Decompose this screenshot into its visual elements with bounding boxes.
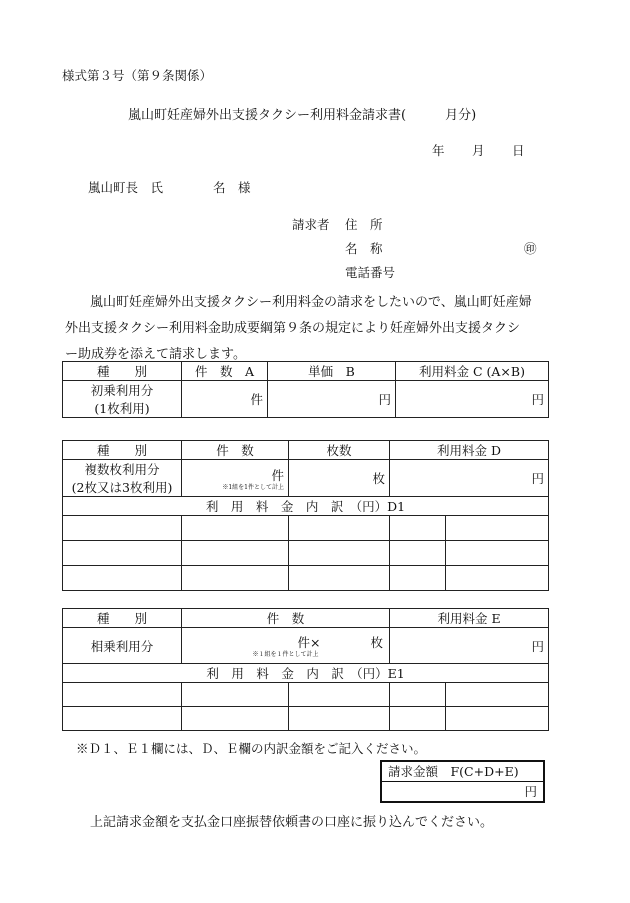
t2-count-cell[interactable]: 件 ※1組を1件として計上	[182, 460, 289, 497]
addressee: 嵐山町長 氏 名 様	[88, 180, 251, 195]
t3-header-type: 種 別	[63, 609, 182, 628]
claimant-label: 請求者	[292, 217, 330, 232]
t2-header-type: 種 別	[63, 441, 182, 460]
t3-count-cell[interactable]: 件× 枚 ※１組を１件として計上	[182, 628, 390, 664]
t3-breakdown-cell[interactable]	[446, 683, 549, 707]
t2-breakdown-cell[interactable]	[289, 541, 390, 566]
t2-header-fee: 利用料金 D	[390, 441, 549, 460]
table-initial-ride	[62, 361, 549, 418]
t1-header-type: 種 別	[63, 362, 182, 381]
t3-header-count: 件 数	[182, 609, 390, 628]
t2-breakdown-cell[interactable]	[182, 516, 289, 541]
t2-breakdown-cell[interactable]	[63, 541, 182, 566]
t3-breakdown-cell[interactable]	[182, 707, 289, 731]
t2-breakdown-cell[interactable]	[289, 566, 390, 591]
t1-header-price: 単価 B	[268, 362, 396, 381]
date-year: 年	[432, 143, 445, 158]
t1-count-cell[interactable]: 件	[182, 381, 268, 418]
t3-breakdown-cell[interactable]	[289, 707, 390, 731]
t2-breakdown-cell[interactable]	[390, 516, 446, 541]
t1-price-cell[interactable]: 円	[268, 381, 396, 418]
body-line-3: ー助成券を添えて請求します。	[65, 347, 246, 362]
form-number: 様式第３号（第９条関係）	[62, 68, 213, 83]
t1-fee-cell[interactable]: 円	[396, 381, 549, 418]
t2-fee-cell[interactable]: 円	[390, 460, 549, 497]
t2-breakdown-cell[interactable]	[63, 516, 182, 541]
t3-count-note: ※１組を１件として計上	[252, 651, 319, 658]
t2-breakdown-cell[interactable]	[446, 516, 549, 541]
t2-breakdown-cell[interactable]	[182, 566, 289, 591]
t3-breakdown-cell[interactable]	[390, 707, 446, 731]
t3-breakdown-cell[interactable]	[289, 683, 390, 707]
t2-breakdown-cell[interactable]	[446, 541, 549, 566]
t1-header-fee: 利用料金 C (A×B)	[396, 362, 549, 381]
t3-breakdown-cell[interactable]	[63, 707, 182, 731]
t3-breakdown-cell[interactable]	[390, 683, 446, 707]
t3-header-fee: 利用料金 E	[390, 609, 549, 628]
t2-breakdown-cell[interactable]	[182, 541, 289, 566]
total-label: 請求金額 F(C+D+E)	[382, 762, 543, 782]
t3-breakdown-cell[interactable]	[63, 683, 182, 707]
date-day: 日	[512, 143, 525, 158]
t2-breakdown-cell[interactable]	[390, 566, 446, 591]
closing-text: 上記請求金額を支払金口座振替依頼書の口座に振り込んでください。	[90, 815, 494, 830]
t2-breakdown-cell[interactable]	[390, 541, 446, 566]
t2-breakdown-header: 利 用 料 金 内 訳 （円）D1	[63, 497, 549, 516]
t2-breakdown-cell[interactable]	[446, 566, 549, 591]
t3-breakdown-cell[interactable]	[446, 707, 549, 731]
t3-row-label: 相乗利用分	[63, 628, 182, 664]
table-multiple-sheets	[62, 440, 549, 591]
t2-breakdown-cell[interactable]	[289, 516, 390, 541]
table-shared-ride	[62, 608, 549, 731]
seal-mark: ㊞	[524, 241, 537, 256]
t2-row-label: 複数枚利用分 (2枚又は3枚利用)	[63, 460, 182, 497]
page-title: 嵐山町妊産婦外出支援タクシー利用料金請求書( 月分)	[128, 108, 477, 123]
t2-sheets-cell[interactable]: 枚	[289, 460, 390, 497]
t3-fee-cell[interactable]: 円	[390, 628, 549, 664]
claimant-phone: 電話番号	[345, 265, 396, 280]
total-amount-box	[380, 760, 545, 803]
date-month: 月	[472, 143, 485, 158]
t2-count-note: ※1組を1件として計上	[222, 483, 284, 491]
claimant-address: 住 所	[345, 217, 383, 232]
t1-header-count: 件 数 A	[182, 362, 268, 381]
t2-breakdown-cell[interactable]	[63, 566, 182, 591]
total-amount-field[interactable]: 円	[524, 784, 537, 799]
t3-breakdown-header: 利 用 料 金 内 訳 （円）E1	[63, 664, 549, 683]
body-line-2: 外出支援タクシー利用料金助成要綱第９条の規定により妊産婦外出支援タクシ	[65, 321, 521, 336]
instruction-note: ※Ｄ１、Ｅ１欄には、Ｄ、Ｅ欄の内訳金額をご記入ください。	[76, 741, 427, 756]
body-line-1: 嵐山町妊産婦外出支援タクシー利用料金の請求をしたいので、嵐山町妊産婦	[90, 295, 532, 310]
t2-header-count: 件 数	[182, 441, 289, 460]
t1-row-label: 初乗利用分 (1枚利用)	[63, 381, 182, 418]
t2-header-sheets: 枚数	[289, 441, 390, 460]
t3-breakdown-cell[interactable]	[182, 683, 289, 707]
claimant-name: 名 称	[345, 241, 383, 256]
